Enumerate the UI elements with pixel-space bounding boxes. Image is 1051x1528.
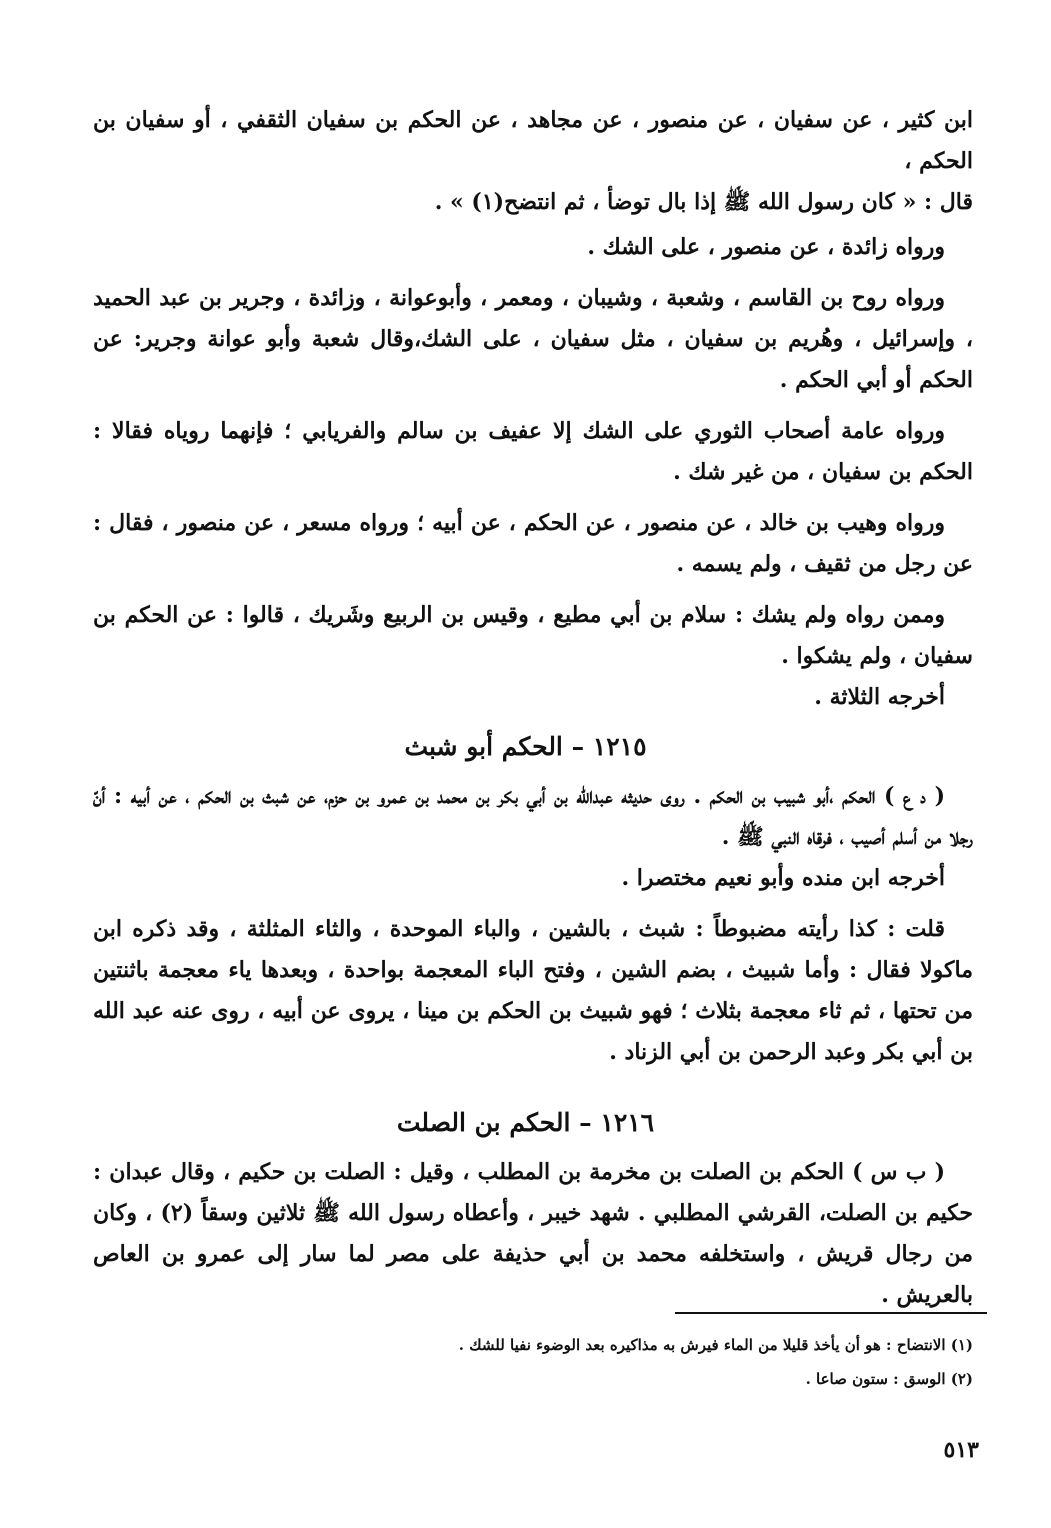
entry-1215-body [93, 776, 973, 1073]
page-number: ٥١٣ [943, 1437, 979, 1463]
paragraph-7: أخرجه الثلاثة . [814, 684, 945, 710]
paragraph-5: ورواه وهيب بن خالد ، عن منصور ، عن الحكم ، عن أبيه ؛ ورواه مسعر ، عن منصور ، فقال : عن رجل من ثقيف ، ولم يسمه . [93, 510, 973, 577]
entry-1215-paragraph-1: ( د ع ) الحكم ،أبو شبيب بن الحكم . روى حديثه عبدالله بن أبي بكر بن محمد بن عمرو بن حزم، عن شبث بن الحكم ، عن أبيه : أنّ رجلا من أسلم أصيب ، فرقاه النبي ﷺ . [93, 783, 973, 850]
entry-1215-paragraph-3: قلت : كذا رأيته مضبوطاً : شبث ، بالشين ، والباء الموحدة ، والثاء المثلثة ، وقد ذكره ابن ماكولا فقال : وأما شبيث ، بضم الشين ، وفتح الباء المعجمة بواحدة ، وبعدها ياء معجمة باثنتين من تحتها ، ثم ثاء معجمة بثلاث ؛ فهو شبيث بن الحكم بن مينا ، يروى عن أبيه ، روى عنه عبد الله بن أبي بكر وعبد الرحمن بن أبي الزناد . [93, 916, 973, 1065]
paragraph-3: ورواه روح بن القاسم ، وشعبة ، وشيبان ، ومعمر ، وأبوعوانة ، وزائدة ، وجرير بن عبد الحميد ، وإسرائيل ، وهُريم بن سفيان ، مثل سفيان ، على الشك،وقال شعبة وأبو عوانة وجرير: عن الحكم أو أبي الحكم . [93, 285, 973, 393]
paragraph-1-line-2: قال : « كان رسول الله ﷺ إذا بال توضأ ، ثم انتضح(١) » . [434, 189, 973, 215]
footnote-2: (٢) الوسق : ستون صاعا . [805, 1370, 973, 1388]
main-text-top [93, 100, 973, 718]
footnote-1: (١) الانتضاح : هو أن يأخذ قليلا من الماء فيرش به مذاكيره بعد الوضوء نفيا للشك . [458, 1336, 973, 1354]
paragraph-4: ورواه عامة أصحاب الثوري على الشك إلا عفيف بن سالم والفريابي ؛ فإنهما روياه فقالا : الحكم بن سفيان ، من غير شك . [93, 418, 973, 485]
paragraph-1-line-1: ابن كثير ، عن سفيان ، عن منصور ، عن مجاهد ، عن الحكم بن سفيان الثقفي ، أو سفيان بن الحكم ، [93, 107, 973, 174]
entry-heading-1215: ١٢١٥ – الحكم أبو شبث [404, 732, 647, 761]
entry-heading-1216: ١٢١٦ – الحكم بن الصلت [396, 1108, 655, 1137]
paragraph-6: وممن رواه ولم يشك : سلام بن أبي مطيع ، وقيس بن الربيع وشَريك ، قالوا : عن الحكم بن سفيان ، ولم يشكوا . [93, 602, 973, 669]
footnote-divider [675, 1312, 987, 1314]
entry-1216-paragraph-1: ( ب س ) الحكم بن الصلت بن مخرمة بن المطلب ، وقيل : الصلت بن حكيم ، وقال عبدان : حكيم بن الصلت، القرشي المطلبي . شهد خيبر ، وأعطاه رسول الله ﷺ ثلاثين وسقاً (٢) ، وكان من رجال قريش ، واستخلفه محمد بن أبي حذيفة على مصر لما سار إلى عمرو بن العاص بالعريش . [93, 1159, 973, 1308]
entry-1216-body [93, 1152, 973, 1316]
footnotes [93, 1334, 973, 1390]
entry-1215-paragraph-2: أخرجه ابن منده وأبو نعيم مختصرا . [621, 865, 945, 891]
paragraph-2: ورواه زائدة ، عن منصور ، على الشك . [587, 234, 945, 260]
